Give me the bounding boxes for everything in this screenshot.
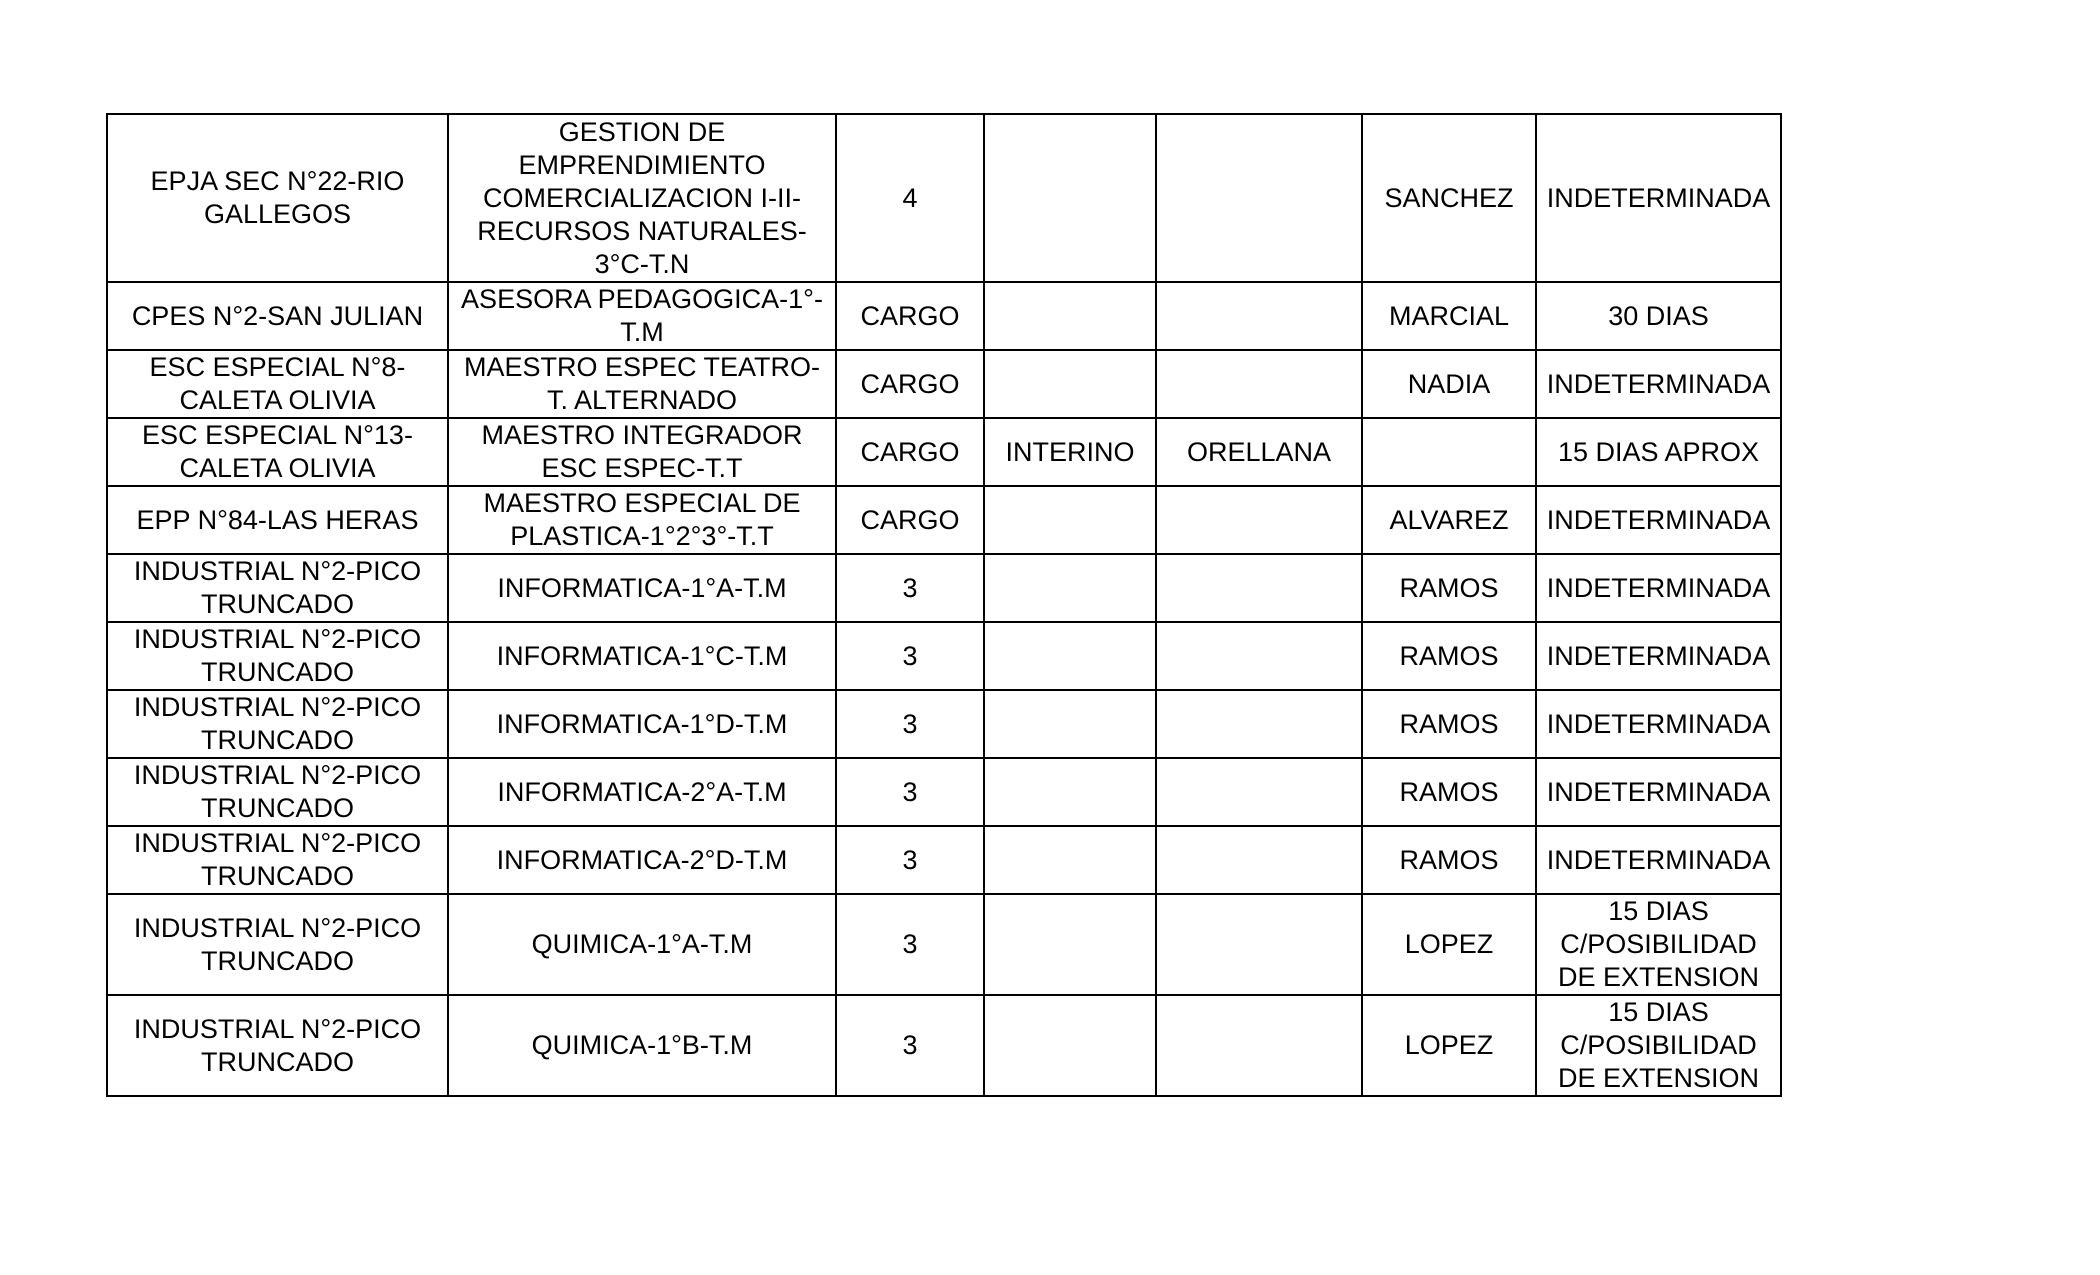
school-cell: ESC ESPECIAL N°8-CALETA OLIVIA bbox=[107, 350, 448, 418]
school-cell: INDUSTRIAL N°2-PICO TRUNCADO bbox=[107, 622, 448, 690]
substitute-cell: LOPEZ bbox=[1362, 995, 1536, 1096]
status-cell bbox=[984, 282, 1156, 350]
holder-cell bbox=[1156, 826, 1362, 894]
table-row bbox=[107, 995, 1781, 1096]
duration-cell: INDETERMINADA bbox=[1536, 114, 1781, 282]
duration-cell: 30 DIAS bbox=[1536, 282, 1781, 350]
status-cell bbox=[984, 114, 1156, 282]
status-cell bbox=[984, 486, 1156, 554]
holder-cell: ORELLANA bbox=[1156, 418, 1362, 486]
school-cell: INDUSTRIAL N°2-PICO TRUNCADO bbox=[107, 894, 448, 995]
substitute-cell: MARCIAL bbox=[1362, 282, 1536, 350]
table-row bbox=[107, 554, 1781, 622]
status-cell bbox=[984, 995, 1156, 1096]
subject-cell: INFORMATICA-2°A-T.M bbox=[448, 758, 836, 826]
duration-cell: INDETERMINADA bbox=[1536, 486, 1781, 554]
school-cell: INDUSTRIAL N°2-PICO TRUNCADO bbox=[107, 995, 448, 1096]
table-row bbox=[107, 622, 1781, 690]
substitute-cell: RAMOS bbox=[1362, 758, 1536, 826]
subject-cell: ASESORA PEDAGOGICA-1°-T.M bbox=[448, 282, 836, 350]
hours-cell: 3 bbox=[836, 758, 984, 826]
school-cell: EPJA SEC N°22-RIO GALLEGOS bbox=[107, 114, 448, 282]
hours-cell: 3 bbox=[836, 894, 984, 995]
status-cell bbox=[984, 758, 1156, 826]
hours-cell: 3 bbox=[836, 622, 984, 690]
school-cell: INDUSTRIAL N°2-PICO TRUNCADO bbox=[107, 758, 448, 826]
status-cell bbox=[984, 894, 1156, 995]
substitute-cell: NADIA bbox=[1362, 350, 1536, 418]
duration-cell: 15 DIAS APROX bbox=[1536, 418, 1781, 486]
status-cell bbox=[984, 622, 1156, 690]
school-cell: INDUSTRIAL N°2-PICO TRUNCADO bbox=[107, 690, 448, 758]
school-cell: INDUSTRIAL N°2-PICO TRUNCADO bbox=[107, 826, 448, 894]
subject-cell: MAESTRO ESPEC TEATRO-T. ALTERNADO bbox=[448, 350, 836, 418]
hours-cell: CARGO bbox=[836, 486, 984, 554]
holder-cell bbox=[1156, 114, 1362, 282]
table-row bbox=[107, 690, 1781, 758]
status-cell: INTERINO bbox=[984, 418, 1156, 486]
school-cell: EPP N°84-LAS HERAS bbox=[107, 486, 448, 554]
substitute-cell: RAMOS bbox=[1362, 826, 1536, 894]
holder-cell bbox=[1156, 554, 1362, 622]
subject-cell: QUIMICA-1°B-T.M bbox=[448, 995, 836, 1096]
duration-cell: INDETERMINADA bbox=[1536, 350, 1781, 418]
table-row bbox=[107, 826, 1781, 894]
table-row bbox=[107, 758, 1781, 826]
subject-cell: MAESTRO ESPECIAL DE PLASTICA-1°2°3°-T.T bbox=[448, 486, 836, 554]
holder-cell bbox=[1156, 350, 1362, 418]
holder-cell bbox=[1156, 894, 1362, 995]
duration-cell: INDETERMINADA bbox=[1536, 826, 1781, 894]
holder-cell bbox=[1156, 995, 1362, 1096]
substitute-cell: ALVAREZ bbox=[1362, 486, 1536, 554]
holder-cell bbox=[1156, 622, 1362, 690]
table-row bbox=[107, 894, 1781, 995]
duration-cell: INDETERMINADA bbox=[1536, 622, 1781, 690]
table-row bbox=[107, 486, 1781, 554]
subject-cell: QUIMICA-1°A-T.M bbox=[448, 894, 836, 995]
holder-cell bbox=[1156, 758, 1362, 826]
substitute-cell: RAMOS bbox=[1362, 690, 1536, 758]
school-cell: ESC ESPECIAL N°13-CALETA OLIVIA bbox=[107, 418, 448, 486]
document-page bbox=[106, 113, 1782, 1097]
hours-cell: CARGO bbox=[836, 350, 984, 418]
subject-cell: INFORMATICA-1°A-T.M bbox=[448, 554, 836, 622]
hours-cell: 3 bbox=[836, 826, 984, 894]
subject-cell: GESTION DE EMPRENDIMIENTO COMERCIALIZACION I-II-RECURSOS NATURALES-3°C-T.N bbox=[448, 114, 836, 282]
holder-cell bbox=[1156, 486, 1362, 554]
table-row bbox=[107, 114, 1781, 282]
hours-cell: 3 bbox=[836, 554, 984, 622]
duration-cell: INDETERMINADA bbox=[1536, 690, 1781, 758]
holder-cell bbox=[1156, 690, 1362, 758]
hours-cell: CARGO bbox=[836, 418, 984, 486]
subject-cell: INFORMATICA-2°D-T.M bbox=[448, 826, 836, 894]
subject-cell: INFORMATICA-1°C-T.M bbox=[448, 622, 836, 690]
table-row bbox=[107, 350, 1781, 418]
substitute-cell: SANCHEZ bbox=[1362, 114, 1536, 282]
vacancies-table bbox=[106, 113, 1782, 1097]
duration-cell: 15 DIAS C/POSIBILIDAD DE EXTENSION bbox=[1536, 995, 1781, 1096]
status-cell bbox=[984, 690, 1156, 758]
hours-cell: 4 bbox=[836, 114, 984, 282]
duration-cell: 15 DIAS C/POSIBILIDAD DE EXTENSION bbox=[1536, 894, 1781, 995]
hours-cell: 3 bbox=[836, 995, 984, 1096]
status-cell bbox=[984, 350, 1156, 418]
substitute-cell bbox=[1362, 418, 1536, 486]
school-cell: CPES N°2-SAN JULIAN bbox=[107, 282, 448, 350]
subject-cell: INFORMATICA-1°D-T.M bbox=[448, 690, 836, 758]
duration-cell: INDETERMINADA bbox=[1536, 758, 1781, 826]
table-row bbox=[107, 418, 1781, 486]
status-cell bbox=[984, 554, 1156, 622]
substitute-cell: RAMOS bbox=[1362, 554, 1536, 622]
holder-cell bbox=[1156, 282, 1362, 350]
hours-cell: CARGO bbox=[836, 282, 984, 350]
table-row bbox=[107, 282, 1781, 350]
substitute-cell: LOPEZ bbox=[1362, 894, 1536, 995]
duration-cell: INDETERMINADA bbox=[1536, 554, 1781, 622]
school-cell: INDUSTRIAL N°2-PICO TRUNCADO bbox=[107, 554, 448, 622]
substitute-cell: RAMOS bbox=[1362, 622, 1536, 690]
hours-cell: 3 bbox=[836, 690, 984, 758]
subject-cell: MAESTRO INTEGRADOR ESC ESPEC-T.T bbox=[448, 418, 836, 486]
status-cell bbox=[984, 826, 1156, 894]
